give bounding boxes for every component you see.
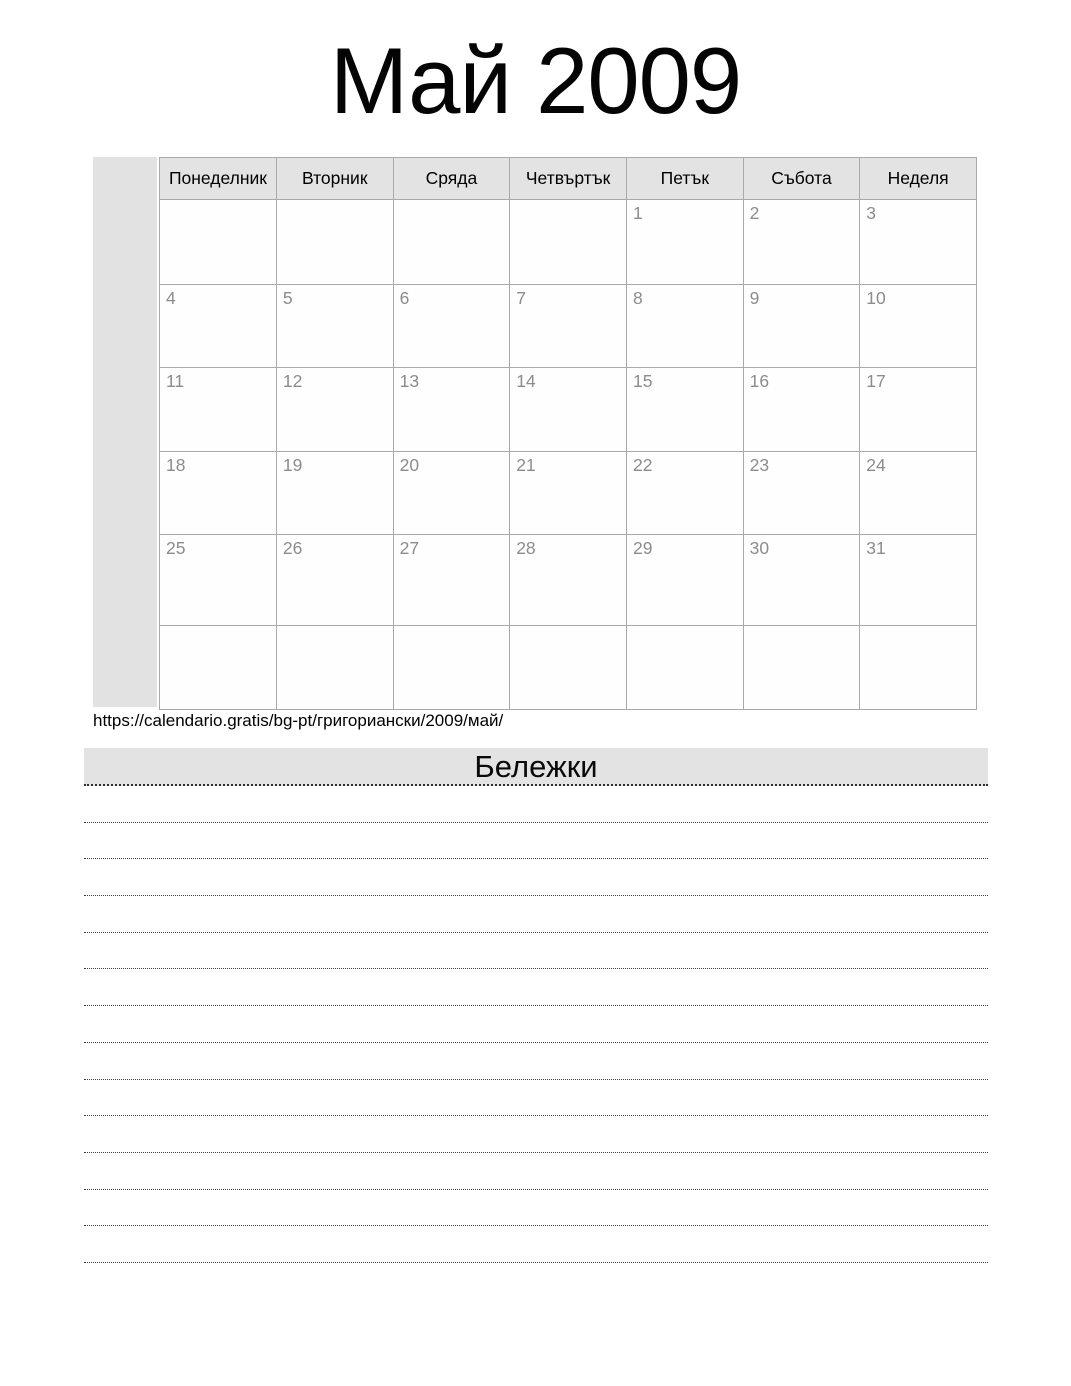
weekday-header-thursday: Четвъртък [510,158,627,200]
weekday-header-row [160,158,977,200]
date-cell [276,200,393,285]
date-cell: 30 [743,535,860,626]
note-line [84,786,988,823]
week-row [160,200,977,285]
date-cell: 25 [160,535,277,626]
date-cell: 10 [860,285,977,368]
date-cell: 8 [627,285,744,368]
week-row [160,535,977,626]
calendar-side-strip [93,157,157,707]
source-url-text: https://calendario.gratis/bg-pt/григориански/2009/май/ [93,711,504,730]
date-cell: 5 [276,285,393,368]
calendar [93,157,977,708]
date-cell [160,626,277,710]
date-cell: 1 [627,200,744,285]
date-cell: 18 [160,452,277,535]
weekday-header-sunday: Неделя [860,158,977,200]
weekday-header-wednesday: Сряда [393,158,510,200]
date-cell: 31 [860,535,977,626]
weekday-header-saturday: Събота [743,158,860,200]
date-cell: 12 [276,368,393,452]
note-line [84,969,988,1006]
note-line [84,933,988,970]
note-line [84,1153,988,1190]
date-cell [510,200,627,285]
note-line [84,896,988,933]
date-cell [393,626,510,710]
date-cell: 4 [160,285,277,368]
date-cell: 17 [860,368,977,452]
date-cell [510,626,627,710]
date-cell [276,626,393,710]
date-cell: 2 [743,200,860,285]
note-line [84,1006,988,1043]
date-cell: 13 [393,368,510,452]
notes-heading: Бележки [84,748,988,786]
date-cell: 15 [627,368,744,452]
note-line [84,1043,988,1080]
date-cell: 3 [860,200,977,285]
date-cell: 7 [510,285,627,368]
date-cell: 29 [627,535,744,626]
date-cell: 6 [393,285,510,368]
week-row [160,452,977,535]
date-cell: 26 [276,535,393,626]
week-row [160,368,977,452]
week-row [160,626,977,710]
date-cell: 14 [510,368,627,452]
date-cell [860,626,977,710]
date-cell: 27 [393,535,510,626]
notes-lines [84,786,988,1263]
page-title: Май 2009 [329,28,742,133]
date-cell: 22 [627,452,744,535]
weekday-header-friday: Петък [627,158,744,200]
date-cell: 28 [510,535,627,626]
note-line [84,823,988,860]
date-cell [743,626,860,710]
note-line [84,1190,988,1227]
date-cell: 24 [860,452,977,535]
note-line [84,1226,988,1263]
date-cell: 19 [276,452,393,535]
note-line [84,1116,988,1153]
date-cell [627,626,744,710]
date-cell: 23 [743,452,860,535]
note-line [84,1080,988,1117]
date-cell: 16 [743,368,860,452]
note-line [84,859,988,896]
calendar-table [159,157,977,710]
weekday-header-monday: Понеделник [160,158,277,200]
date-cell: 20 [393,452,510,535]
date-cell: 11 [160,368,277,452]
date-cell [160,200,277,285]
week-row [160,285,977,368]
weekday-header-tuesday: Вторник [276,158,393,200]
date-cell [393,200,510,285]
date-cell: 21 [510,452,627,535]
date-cell: 9 [743,285,860,368]
